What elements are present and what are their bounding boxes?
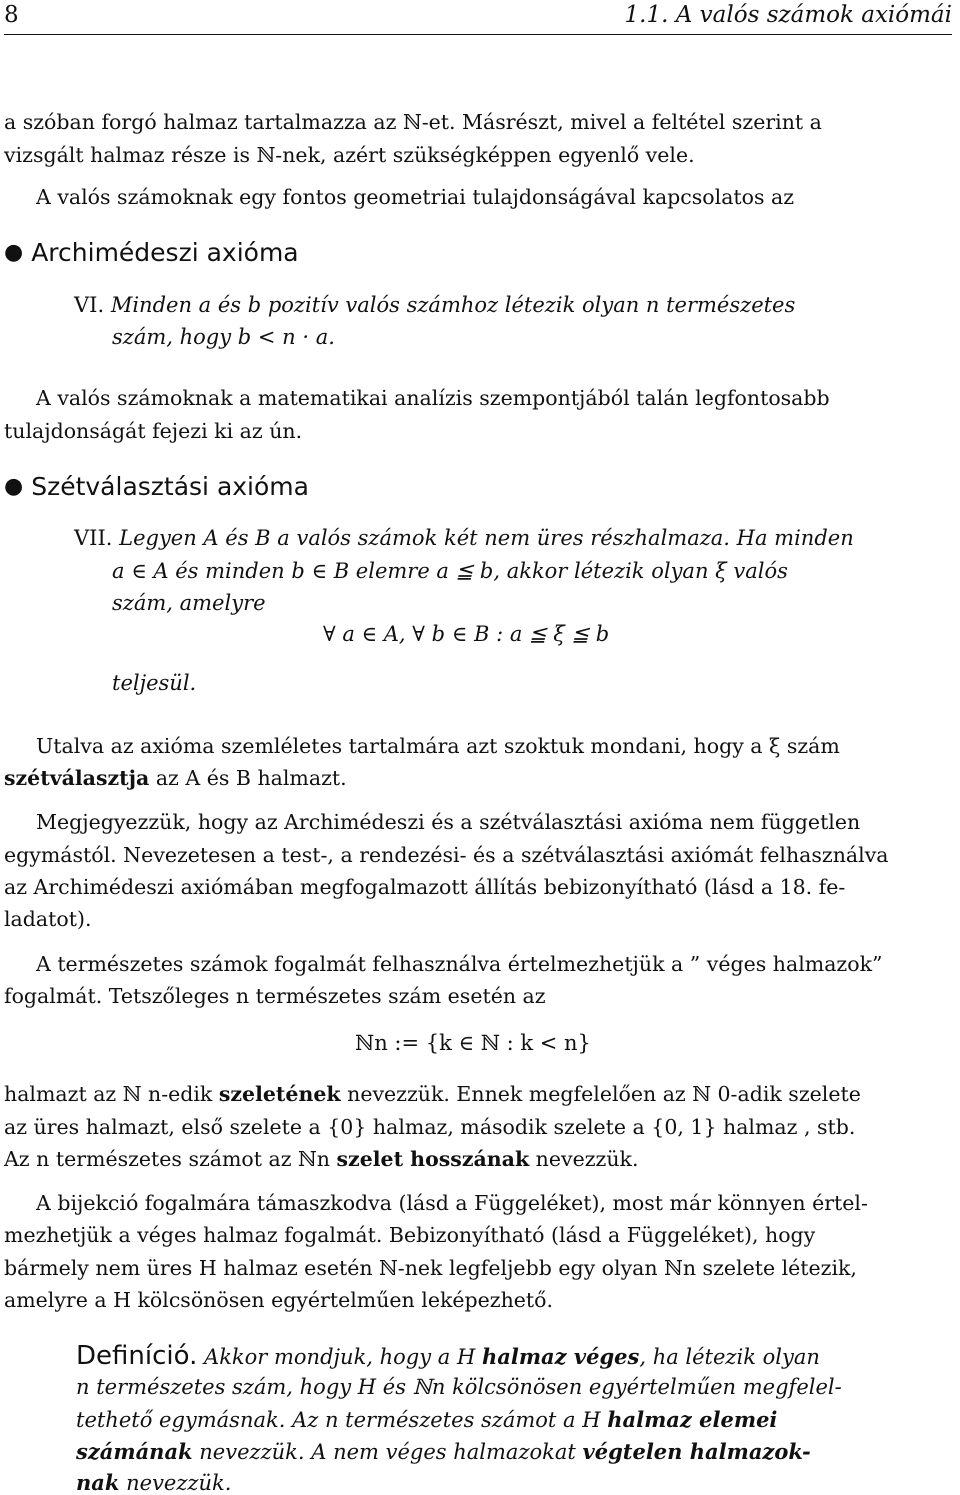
axiom-7-line: teljesül. (112, 671, 197, 695)
bullet-icon: ● (4, 240, 24, 265)
paragraph-line: szétválasztja az A és B halmazt. (4, 766, 347, 790)
axiom-text: Legyen A és B a valós számok két nem üres részhalmaza. Ha minden (119, 526, 854, 550)
paragraph-line: Utalva az axióma szemléletes tartalmára azt szoktuk mondani, hogy a ξ szám (36, 734, 840, 758)
paragraph-line: mezhetjük a véges halmaz fogalmát. Bebizonyítható (lásd a Függeléket), hogy (4, 1223, 816, 1247)
definition-line: n természetes szám, hogy H és ℕn kölcsönösen egyértelműen megfelel- (76, 1375, 842, 1399)
axiom-7-line: szám, amelyre (112, 591, 266, 615)
bullet-heading (4, 474, 309, 500)
bullet-icon: ● (4, 474, 24, 499)
paragraph-line: fogalmát. Tetszőleges n természetes szám esetén az (4, 984, 546, 1008)
paragraph-line: ladatot). (4, 907, 92, 931)
bold-term: halmaz elemei (607, 1407, 778, 1432)
paragraph-line: az Archimédeszi axiómában megfogalmazott állítás bebizonyítható (lásd a 18. fe- (4, 875, 846, 899)
bold-term: végtelen halmazok- (582, 1439, 811, 1464)
definition-line: nak nevezzük. (76, 1470, 232, 1495)
paragraph-line: A bijekció fogalmára támaszkodva (lásd a Függeléket), most már könnyen értel- (36, 1191, 868, 1215)
paragraph-line: tulajdonságát fejezi ki az ún. (4, 419, 303, 443)
bold-term: szétválasztja (4, 766, 150, 790)
axiom-number: VII. (74, 526, 113, 550)
bold-term: nak (76, 1470, 120, 1495)
running-header (4, 0, 952, 35)
paragraph-line: A természetes számok fogalmát felhasználva értelmezhetjük a ” véges halmazok” (36, 952, 883, 976)
separation-formula: ∀ a ∈ A, ∀ b ∈ B : a ≦ ξ ≦ b (323, 622, 610, 646)
paragraph-line: A valós számoknak egy fontos geometriai tulajdonságával kapcsolatos az (36, 185, 795, 209)
paragraph-line: A valós számoknak a matematikai analízis szempontjából talán legfontosabb (36, 386, 830, 410)
bold-term: szeletének (218, 1082, 341, 1106)
bold-term: halmaz véges (481, 1344, 640, 1369)
paragraph-line: Az n természetes számot az ℕn szelet hosszának nevezzük. (4, 1147, 639, 1171)
definition-line: számának nevezzük. A nem véges halmazokat végtelen halmazok- (76, 1439, 811, 1464)
definition-line: tethető egymásnak. Az n természetes számot a H halmaz elemei (76, 1407, 778, 1432)
bold-term: szelet hosszának (336, 1147, 530, 1171)
definition-label: Definíció. (76, 1341, 198, 1371)
bold-term: számának (76, 1439, 193, 1464)
paragraph-line: egymástól. Nevezetesen a test-, a rendezési- és a szétválasztási axiómát felhasználva (4, 843, 889, 867)
heading-archimedes: Archimédeszi axióma (31, 238, 299, 267)
axiom-6-line: szám, hogy b < n · a. (112, 325, 335, 349)
section-title: 1.1. A valós számok axiómái (624, 2, 952, 28)
paragraph-line: Megjegyezzük, hogy az Archimédeszi és a szétválasztási axióma nem független (36, 810, 861, 834)
paragraph-line: az üres halmazt, első szelete a {0} halmaz, második szelete a {0, 1} halmaz , stb. (4, 1115, 856, 1139)
axiom-text: Minden a és b pozitív valós számhoz létezik olyan n természetes (110, 293, 796, 317)
axiom-7-line (74, 528, 894, 549)
paragraph-line: bármely nem üres H halmaz esetén ℕ-nek legfeljebb egy olyan ℕn szelete létezik, (4, 1256, 857, 1280)
paragraph-line: amelyre a H kölcsönösen egyértelműen leképezhető. (4, 1288, 554, 1312)
page-number: 8 (4, 2, 19, 28)
paragraph-line: halmazt az ℕ n-edik szeletének nevezzük. Ennek megfelelően az ℕ 0-adik szelete (4, 1082, 861, 1106)
slice-formula: ℕn := {k ∈ ℕ : k < n} (355, 1031, 591, 1055)
axiom-7-line: a ∈ A és minden b ∈ B elemre a ≦ b, akkor létezik olyan ξ valós (112, 559, 788, 583)
axiom-number: VI. (74, 293, 105, 317)
paragraph-line: vizsgált halmaz része is ℕ-nek, azért szükségképpen egyenlő vele. (4, 143, 695, 167)
axiom-6-line (74, 295, 894, 316)
bullet-heading (4, 240, 299, 266)
paragraph-line: a szóban forgó halmaz tartalmazza az ℕ-et. Másrészt, mivel a feltétel szerint a (4, 110, 822, 134)
definition-line: Definíció. Akkor mondjuk, hogy a H halmaz véges, ha létezik olyan (76, 1341, 820, 1371)
heading-separation: Szétválasztási axióma (31, 472, 309, 501)
